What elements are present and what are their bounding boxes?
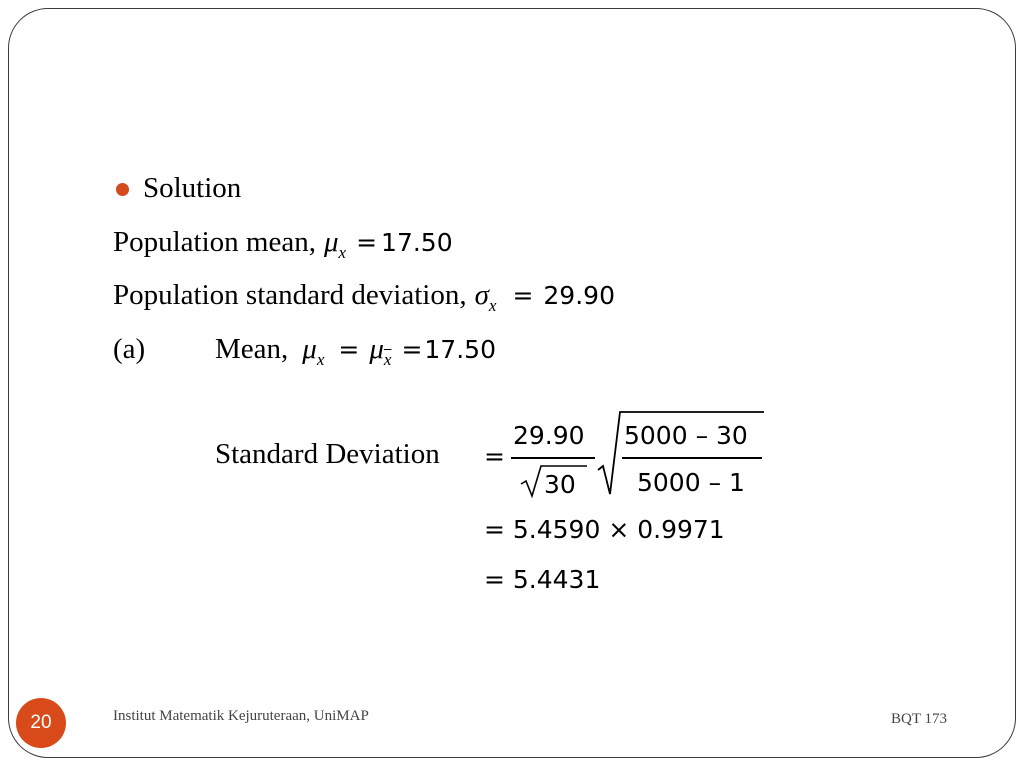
mu-symbol: μ [302,333,317,365]
equals-sign: = [512,281,534,310]
footer-institution: Institut Matematik Kejuruteraan, UniMAP [113,708,369,724]
pop-mean-label: Population mean, [113,226,316,258]
sample-mean-line [215,333,496,369]
mu-symbol: μ [369,333,384,365]
xbar-subscript: $\overline{x}$ [383,350,392,369]
fraction2-denominator: 5000 – 1 [637,468,745,497]
page-number-badge: 20 [16,698,66,748]
x-subscript: x [338,243,347,262]
x-subscript: x [488,296,497,315]
pop-mean-value: 17.50 [381,228,453,257]
x-subscript: x [316,350,325,369]
equals-sign: = [338,335,360,364]
population-sd-line [113,279,615,315]
solution-heading: Solution [143,172,242,204]
part-a-label: (a) [113,333,146,365]
equals-sign: = [356,228,378,257]
pop-sd-label: Population standard deviation, [113,279,467,311]
slide-frame [8,8,1016,758]
mu-symbol: μ [323,226,339,258]
sigma-symbol: σ [474,279,489,311]
calc-step-3: = 5.4431 [484,565,601,594]
fraction1-denominator: 30 [544,470,576,499]
bullet-icon [116,183,129,196]
fraction2-numerator: 5000 – 30 [624,421,748,450]
fraction1-numerator: 29.90 [513,421,585,450]
equals-sign: = [484,442,505,471]
fraction1-bar [511,457,595,459]
calc-step-2: = 5.4590 × 0.9971 [484,515,725,544]
fraction2-bar [622,457,762,459]
equals-sign: = [401,335,423,364]
mean-value: 17.50 [424,335,496,364]
pop-sd-value: 29.90 [543,281,615,310]
footer-course-code: BQT 173 [891,711,947,727]
mean-label: Mean, [215,333,289,365]
sd-label: Standard Deviation [215,438,440,470]
population-mean-line [113,226,453,262]
